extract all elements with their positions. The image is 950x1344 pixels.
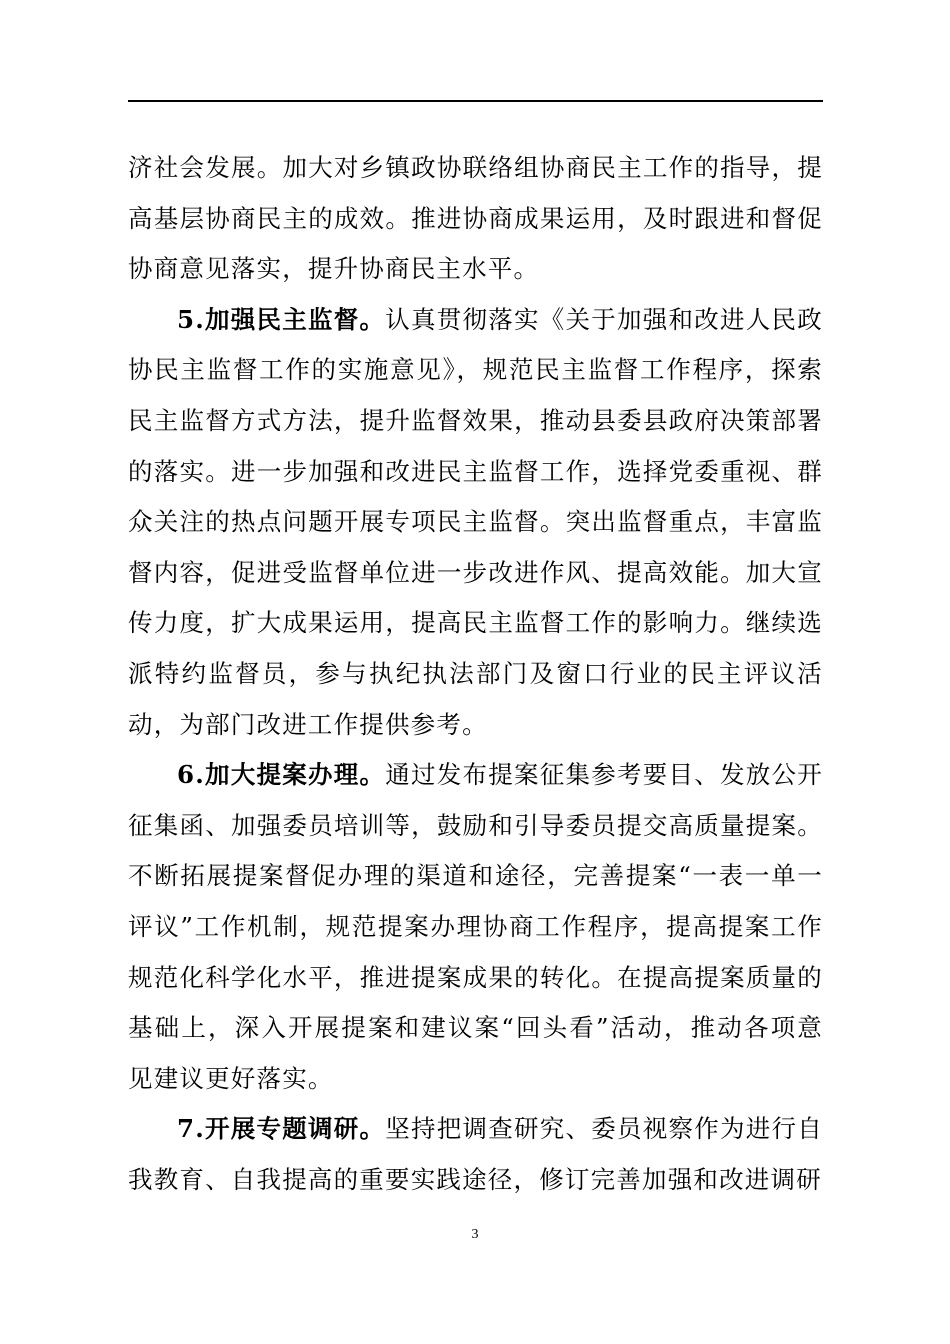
document-body (128, 143, 823, 1205)
paragraph-proposal-handling (128, 750, 823, 1104)
paragraph-democratic-supervision (128, 295, 823, 750)
paragraph-lead: 6.加大提案办理。 (177, 760, 386, 790)
page-number: 3 (471, 1227, 479, 1242)
paragraph-text: 认真贯彻落实《关于加强和改进人民政协民主监督工作的实施意见》，规范民主监督工作程序，探索民主监督方式方法，提升监督效果，推动县委县政府决策部署的落实。进一步加强和改进民主监督工作，选择党委重视、群众关注的热点问题开展专项民主监督。突出监督重点，丰富监督内容，促进受监督单位进一步改进作风、提高效能。加大宣传力度，扩大成果运用，提高民主监督工作的影响力。继续选派特约监督员，参与执纪执法部门及窗口行业的民主评议活动，为部门改进工作提供参考。 (128, 304, 823, 739)
paragraph-lead: 7.开展专题调研。 (177, 1114, 386, 1144)
paragraph-lead: 5.加强民主监督。 (177, 304, 386, 334)
paragraph-text: 济社会发展。加大对乡镇政协联络组协商民主工作的指导，提高基层协商民主的成效。推进协商成果运用，及时跟进和督促协商意见落实，提升协商民主水平。 (128, 153, 823, 284)
paragraph-special-research (128, 1104, 823, 1205)
paragraph-continuation (128, 143, 823, 295)
paragraph-text: 坚持把调查研究、委员视察作为进行自我教育、自我提高的重要实践途径，修订完善加强和改进调研 (128, 1114, 823, 1194)
header-rule (128, 100, 823, 102)
paragraph-text: 通过发布提案征集参考要目、发放公开征集函、加强委员培训等，鼓励和引导委员提交高质量提案。不断拓展提案督促办理的渠道和途径，完善提案“一表一单一评议”工作机制，规范提案办理协商工作程序，提高提案工作规范化科学化水平，推进提案成果的转化。在提高提案质量的基础上，深入开展提案和建议案“回头看”活动，推动各项意见建议更好落实。 (128, 760, 823, 1093)
